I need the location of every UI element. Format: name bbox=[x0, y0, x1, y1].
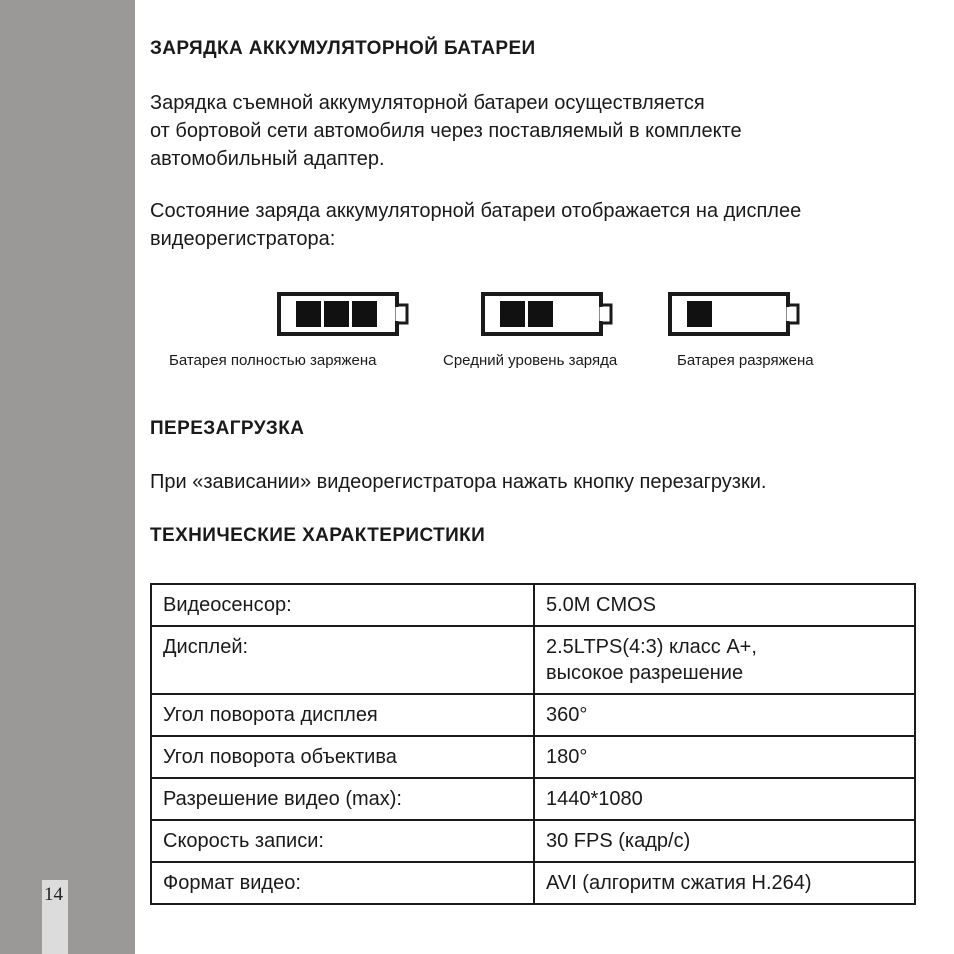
spec-value bbox=[534, 626, 915, 694]
battery-caption: Батарея полностью заряжена bbox=[169, 352, 377, 369]
battery-level-bar bbox=[687, 301, 712, 327]
specs-table bbox=[150, 583, 916, 905]
charging-heading: ЗАРЯДКА АККУМУЛЯТОРНОЙ БАТАРЕИ bbox=[150, 38, 536, 59]
page-number: 14 bbox=[44, 884, 63, 905]
spec-value bbox=[534, 694, 915, 736]
text-line: автомобильный адаптер. bbox=[150, 148, 385, 170]
spec-value-line: высокое разрешение bbox=[546, 662, 744, 684]
spec-label: Угол поворота объектива bbox=[151, 736, 534, 778]
battery-terminal-joint bbox=[787, 307, 791, 321]
text-line: При «зависании» видеорегистратора нажать кнопку перезагрузки. bbox=[150, 471, 767, 493]
sidebar-band bbox=[0, 0, 135, 954]
spec-value-line: 180° bbox=[546, 746, 588, 768]
battery-caption: Батарея разряжена bbox=[677, 352, 814, 369]
charging-paragraph-2 bbox=[150, 197, 801, 253]
spec-label: Угол поворота дисплея bbox=[151, 694, 534, 736]
spec-value-line: AVI (алгоритм сжатия H.264) bbox=[546, 872, 812, 894]
spec-value-line: 30 FPS (кадр/с) bbox=[546, 830, 691, 852]
spec-value-line: 1440*1080 bbox=[546, 788, 643, 810]
battery-level-bar bbox=[500, 301, 525, 327]
table-row bbox=[151, 626, 915, 694]
table-row bbox=[151, 584, 915, 626]
text-line: Состояние заряда аккумуляторной батареи отображается на дисплее bbox=[150, 200, 802, 222]
spec-label: Скорость записи: bbox=[151, 820, 534, 862]
text-line: от бортовой сети автомобиля через поставляемый в комплекте bbox=[150, 120, 742, 142]
reboot-paragraph bbox=[150, 468, 766, 496]
spec-value-line: 2.5LTPS(4:3) класс А+, bbox=[546, 636, 757, 658]
spec-label: Видеосенсор: bbox=[151, 584, 534, 626]
spec-value bbox=[534, 820, 915, 862]
text-line: видеорегистратора: bbox=[150, 228, 336, 250]
battery-states bbox=[150, 285, 920, 375]
text-line: Зарядка съемной аккумуляторной батареи осуществляется bbox=[150, 92, 705, 114]
spec-label: Формат видео: bbox=[151, 862, 534, 904]
charging-paragraph-1 bbox=[150, 89, 742, 173]
table-row bbox=[151, 862, 915, 904]
battery-level-bar bbox=[352, 301, 377, 327]
spec-value bbox=[534, 778, 915, 820]
battery-low-icon bbox=[667, 291, 801, 337]
spec-value bbox=[534, 862, 915, 904]
battery-level-bar bbox=[324, 301, 349, 327]
table-row bbox=[151, 820, 915, 862]
spec-value-line: 360° bbox=[546, 704, 588, 726]
table-row bbox=[151, 736, 915, 778]
spec-value bbox=[534, 736, 915, 778]
battery-level-bar bbox=[296, 301, 321, 327]
battery-terminal-joint bbox=[600, 307, 604, 321]
spec-value bbox=[534, 584, 915, 626]
battery-full-icon bbox=[276, 291, 410, 337]
battery-terminal-joint bbox=[396, 307, 400, 321]
battery-medium-icon bbox=[480, 291, 614, 337]
spec-value-line: 5.0M CMOS bbox=[546, 594, 657, 616]
battery-caption: Средний уровень заряда bbox=[443, 352, 618, 369]
battery-level-bar bbox=[528, 301, 553, 327]
table-row bbox=[151, 694, 915, 736]
specs-heading: ТЕХНИЧЕСКИЕ ХАРАКТЕРИСТИКИ bbox=[150, 525, 486, 546]
table-row bbox=[151, 778, 915, 820]
spec-label: Дисплей: bbox=[151, 626, 534, 694]
spec-label: Разрешение видео (max): bbox=[151, 778, 534, 820]
reboot-heading: ПЕРЕЗАГРУЗКА bbox=[150, 418, 305, 439]
